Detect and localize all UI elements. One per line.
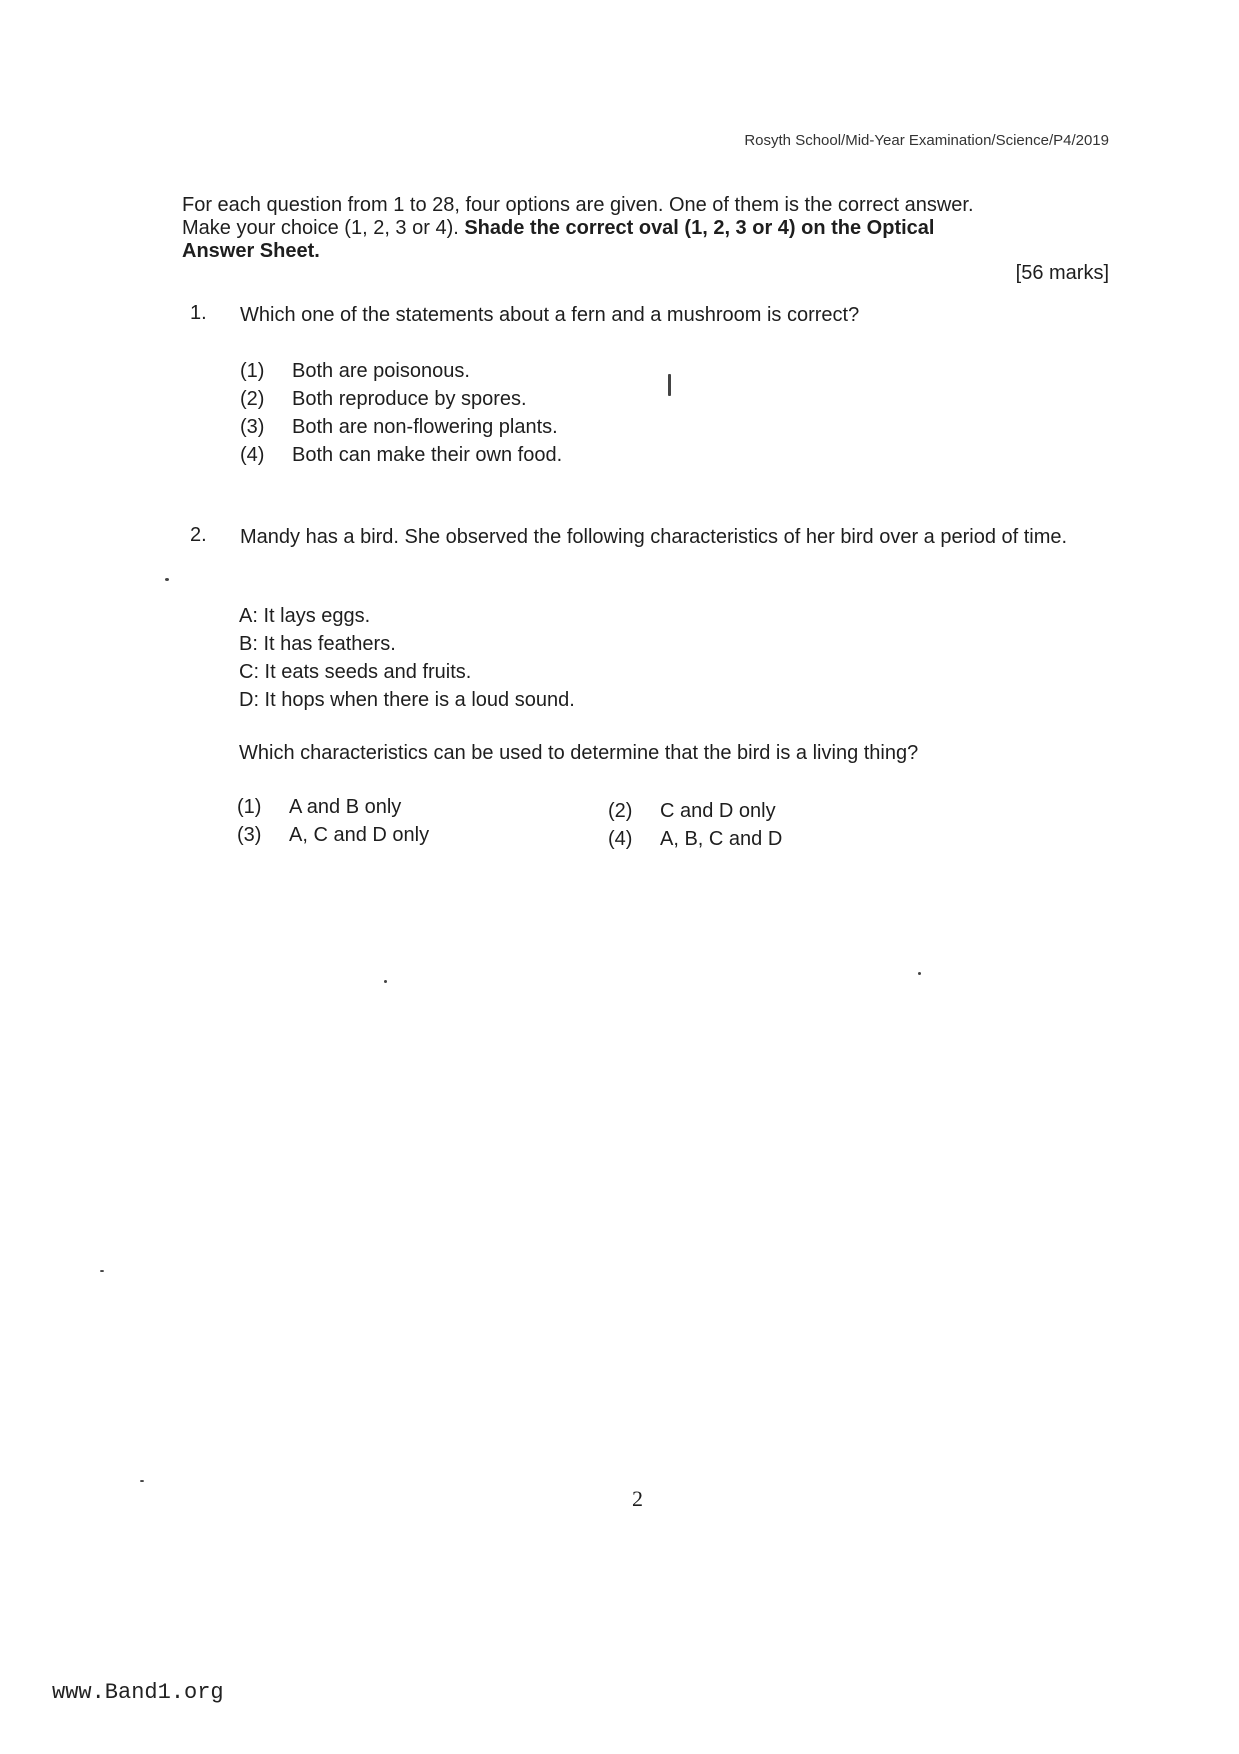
scan-speck xyxy=(165,578,169,581)
total-marks: [56 marks] xyxy=(1015,262,1109,284)
page-number: 2 xyxy=(632,1486,643,1511)
scan-speck xyxy=(100,1270,104,1272)
option-number: (4) xyxy=(240,444,265,466)
question-1-number: 1. xyxy=(190,302,207,324)
option-number: (2) xyxy=(608,800,633,822)
characteristic-b: B: It has feathers. xyxy=(239,633,396,655)
instructions xyxy=(182,194,1110,263)
option-text: Both are poisonous. xyxy=(292,360,470,382)
question-1-option-4 xyxy=(240,444,562,467)
instructions-line-1: For each question from 1 to 28, four options are given. One of them is the correct answer. xyxy=(182,194,974,216)
option-text: A and B only xyxy=(289,796,402,818)
question-2-option-4 xyxy=(608,828,782,851)
option-number: (4) xyxy=(608,828,633,850)
option-text: A, C and D only xyxy=(289,824,430,846)
instructions-line-2-bold: Shade the correct oval (1, 2, 3 or 4) on the Optical xyxy=(464,217,935,239)
question-1-text: Which one of the statements about a fern and a mushroom is correct? xyxy=(240,304,860,326)
option-text: Both reproduce by spores. xyxy=(292,388,527,410)
option-number: (2) xyxy=(240,388,265,410)
scan-mark xyxy=(668,374,671,396)
option-number: (1) xyxy=(237,796,262,818)
question-2-prompt: Which characteristics can be used to determine that the bird is a living thing? xyxy=(239,742,919,764)
option-number: (3) xyxy=(240,416,265,438)
question-1-option-3 xyxy=(240,416,558,439)
question-2-option-1 xyxy=(237,796,401,819)
option-text: C and D only xyxy=(660,800,776,822)
option-text: Both are non-flowering plants. xyxy=(292,416,558,438)
option-number: (1) xyxy=(240,360,265,382)
question-2-text: Mandy has a bird. She observed the following characteristics of her bird over a period of time. xyxy=(240,526,1068,548)
question-2-option-3 xyxy=(237,824,429,847)
characteristic-d: D: It hops when there is a loud sound. xyxy=(239,689,575,711)
scan-speck xyxy=(140,1480,144,1482)
characteristic-c: C: It eats seeds and fruits. xyxy=(239,661,472,683)
option-text: Both can make their own food. xyxy=(292,444,563,466)
question-2-option-2 xyxy=(608,800,776,823)
watermark: www.Band1.org xyxy=(52,1680,224,1705)
option-number: (3) xyxy=(237,824,262,846)
instructions-line-2-plain: Make your choice (1, 2, 3 or 4). xyxy=(182,217,465,239)
instructions-line-3 xyxy=(182,240,1110,263)
scan-speck xyxy=(918,972,921,975)
characteristic-a: A: It lays eggs. xyxy=(239,605,371,627)
instructions-line-2 xyxy=(182,217,1110,240)
question-1-option-2 xyxy=(240,388,527,411)
scan-speck xyxy=(384,980,387,983)
option-text: A, B, C and D xyxy=(660,828,783,850)
exam-reference: Rosyth School/Mid-Year Examination/Science/P4/2019 xyxy=(744,132,1109,149)
instructions-line-3-bold: Answer Sheet. xyxy=(182,240,320,262)
question-1-option-1 xyxy=(240,360,470,383)
question-2-number: 2. xyxy=(190,524,207,546)
